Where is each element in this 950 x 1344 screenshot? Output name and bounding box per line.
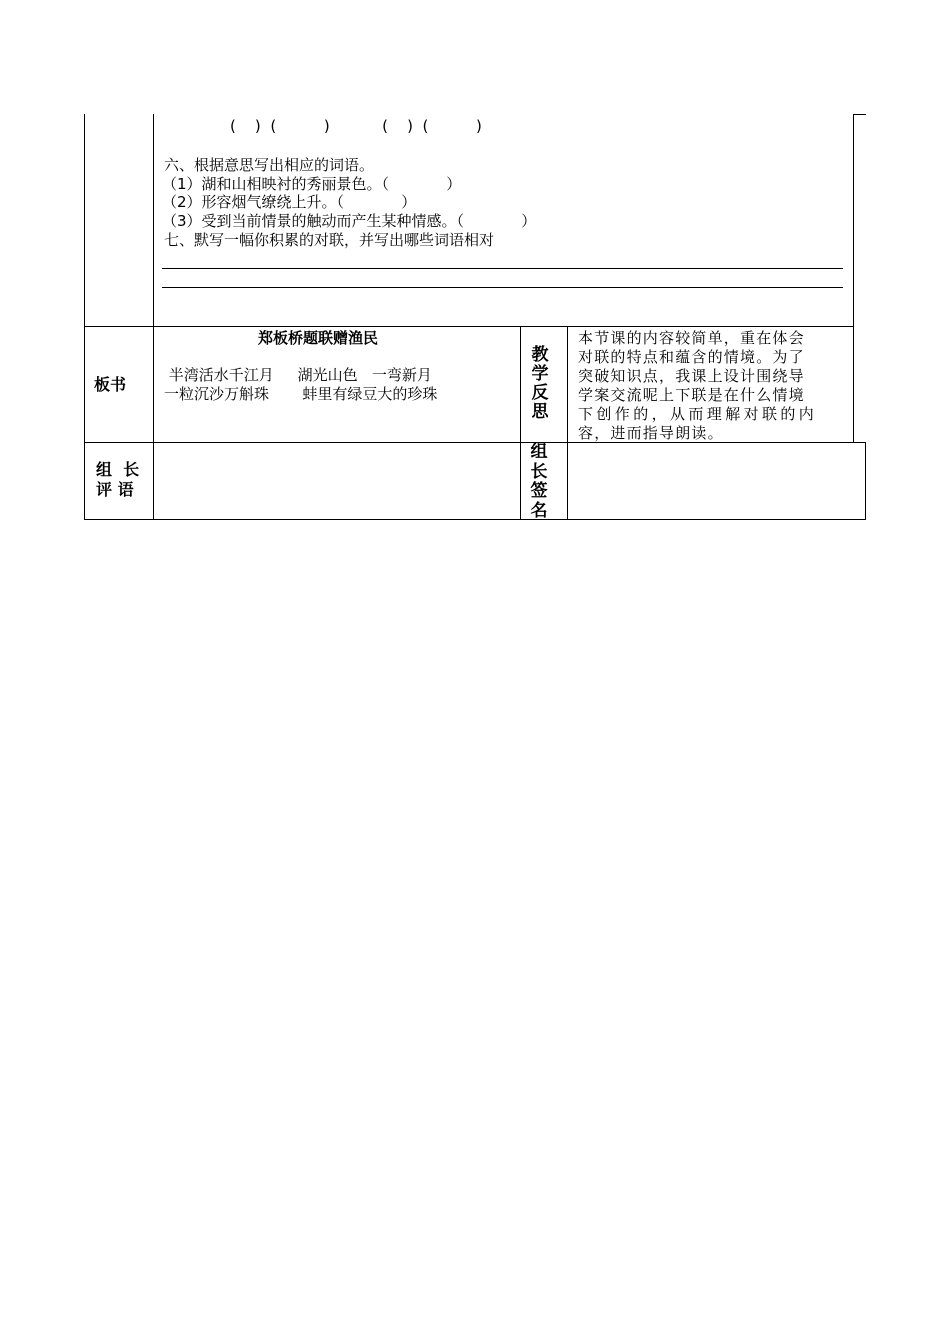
mid-col-divider [520,326,521,519]
board-line-2: 一粒沉沙万斛珠 蚌里有绿豆大的珍珠 [164,385,438,403]
signature-label-char: 长 [530,461,548,482]
reflection-line-3: 突破知识点，我课上设计围绕导 [578,367,805,385]
row-divider-1 [84,326,854,327]
reflection-label-char: 思 [531,402,549,422]
leader-comment-label-line-1: 组 长 [96,460,140,479]
board-label: 板书 [94,375,127,394]
board-line-1: 半湾活水千江月 湖光山色 一弯新月 [164,366,432,384]
right-inner-border [853,114,854,442]
reflection-line-4: 学案交流呢上下联是在什么情境 [578,386,805,404]
reflection-label-char: 反 [531,383,549,403]
row-divider-2 [84,442,866,443]
top-border [853,114,866,115]
reflection-line-6: 容，进而指导朗读。 [578,424,724,442]
signature-label-char: 组 [530,442,548,462]
reflection-label-char: 学 [531,364,549,384]
reflection-line-2: 对联的特点和蕴含的情境。为了 [578,348,805,366]
answer-line-1 [162,268,843,269]
brackets-row: ( ) ( ) ( ) ( ) [230,117,482,135]
question-6-item-1: （1）湖和山相映衬的秀丽景色。（ ） [162,175,462,193]
left-border [84,114,85,519]
board-title: 郑板桥题联赠渔民 [258,329,379,347]
reflection-line-5: 下创作的，从而理解对联的内 [578,405,818,423]
reflection-label-char: 教 [531,345,549,365]
mid-col-divider-2 [567,326,568,519]
leader-signature-label [529,443,549,521]
signature-label-char: 签 [530,481,548,501]
right-outer-border [865,442,866,519]
signature-label-char: 名 [530,500,548,521]
bottom-border [84,519,866,520]
question-6-title: 六、根据意思写出相应的词语。 [164,156,375,174]
question-6-item-2: （2）形容烟气缭绕上升。（ ） [162,193,417,211]
reflection-line-1: 本节课的内容较简单，重在体会 [578,329,805,347]
reflection-label [530,346,550,422]
leader-comment-label-line-2: 评 语 [96,480,134,499]
question-6-item-3: （3）受到当前情景的触动而产生某种情感。（ ） [162,212,537,230]
question-7-title: 七、默写一幅你积累的对联，并写出哪些词语相对 [164,231,495,249]
answer-line-2 [162,287,843,288]
first-col-divider [153,114,154,519]
